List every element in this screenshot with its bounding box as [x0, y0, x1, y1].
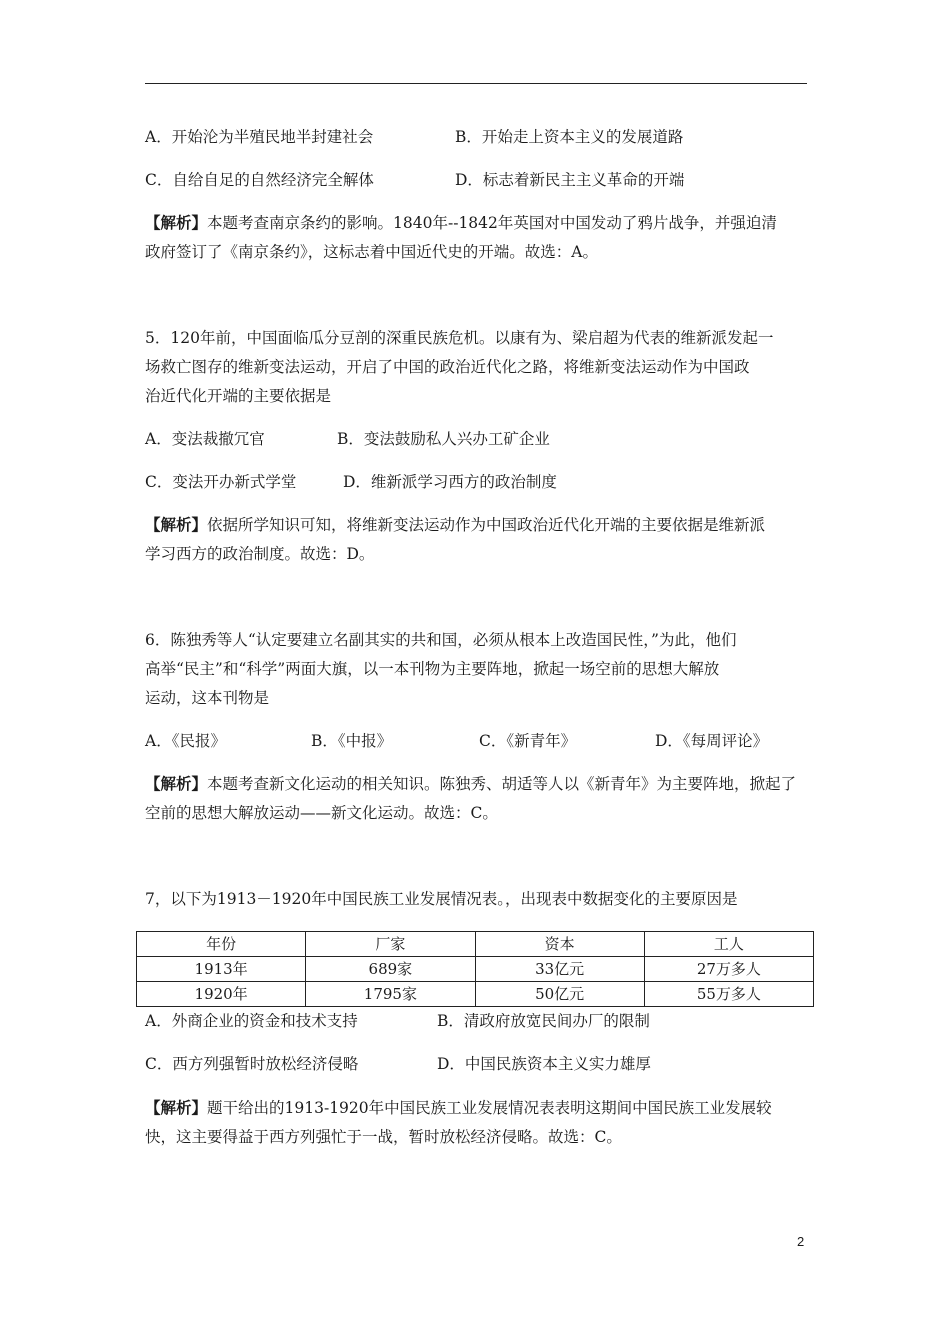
analysis-tag: 【解析】 — [145, 1098, 208, 1117]
table-header: 厂家 — [306, 932, 475, 957]
table-cell: 1913年 — [137, 957, 306, 982]
table-cell: 27万多人 — [644, 957, 813, 982]
q7-option-b: B．清政府放宽民间办厂的限制 — [437, 1012, 650, 1030]
q6-analysis-line2: 空前的思想大解放运动——新文化运动。故选：C。 — [145, 804, 498, 822]
industry-table — [136, 931, 814, 1007]
table-cell: 55万多人 — [644, 982, 813, 1007]
q6-option-b: B．《中报》 — [311, 732, 393, 750]
analysis-tag: 【解析】 — [145, 213, 208, 232]
q7-analysis-line1 — [145, 1098, 772, 1118]
q7-stem: 7，以下为1913－1920年中国民族工业发展情况表。，出现表中数据变化的主要原因是 — [145, 890, 738, 908]
q6-analysis-line1 — [145, 774, 796, 794]
q7-option-d: D．中国民族资本主义实力雄厚 — [437, 1055, 651, 1073]
analysis-tag: 【解析】 — [145, 774, 208, 793]
q4-option-c: C．自给自足的自然经济完全解体 — [145, 171, 374, 189]
table-cell: 1795家 — [306, 982, 475, 1007]
q5-analysis-line1 — [145, 515, 765, 535]
q6-option-c: C．《新青年》 — [479, 732, 577, 750]
q4-option-d: D．标志着新民主主义革命的开端 — [455, 171, 685, 189]
q7-analysis-line2: 快，这主要得益于西方列强忙于一战，暂时放松经济侵略。故选：C。 — [145, 1128, 622, 1146]
header-rule — [145, 83, 807, 84]
analysis-text: 题干给出的1913-1920年中国民族工业发展情况表表明这期间中国民族工业发展较 — [207, 1099, 772, 1117]
q4-option-a: A．开始沦为半殖民地半封建社会 — [145, 128, 374, 146]
table-row — [137, 982, 814, 1007]
q5-stem-line1: 5．120年前，中国面临瓜分豆剖的深重民族危机。以康有为、梁启超为代表的维新派发起一 — [145, 329, 774, 347]
q5-option-c: C．变法开办新式学堂 — [145, 473, 297, 491]
q6-option-a: A．《民报》 — [145, 732, 226, 750]
q7-option-c: C．西方列强暂时放松经济侵略 — [145, 1055, 359, 1073]
q7-option-a: A．外商企业的资金和技术支持 — [145, 1012, 358, 1030]
q4-option-b: B．开始走上资本主义的发展道路 — [455, 128, 684, 146]
q5-stem-line2: 场救亡图存的维新变法运动，开启了中国的政治近代化之路，将维新变法运动作为中国政 — [145, 358, 750, 376]
q5-option-a: A．变法裁撤冗官 — [145, 430, 265, 448]
q4-analysis-line1 — [145, 213, 777, 233]
q6-stem-line2: 高举“民主”和“科学”两面大旗，以一本刊物为主要阵地，掀起一场空前的思想大解放 — [145, 660, 720, 678]
analysis-text: 本题考查新文化运动的相关知识。陈独秀、胡适等人以《新青年》为主要阵地，掀起了 — [207, 775, 797, 793]
q6-stem-line3: 运动，这本刊物是 — [145, 689, 270, 707]
table-header: 资本 — [475, 932, 644, 957]
q6-option-d: D．《每周评论》 — [655, 732, 769, 750]
table-row — [137, 957, 814, 982]
table-cell: 1920年 — [137, 982, 306, 1007]
analysis-tag: 【解析】 — [145, 515, 208, 534]
q5-option-d: D．维新派学习西方的政治制度 — [343, 473, 557, 491]
table-cell: 50亿元 — [475, 982, 644, 1007]
table-header: 工人 — [644, 932, 813, 957]
table-header-row — [137, 932, 814, 957]
table-cell: 689家 — [306, 957, 475, 982]
q5-analysis-line2: 学习西方的政治制度。故选：D。 — [145, 545, 375, 563]
q5-stem-line3: 治近代化开端的主要依据是 — [145, 387, 332, 405]
table-header: 年份 — [137, 932, 306, 957]
table-cell: 33亿元 — [475, 957, 644, 982]
q6-stem-line1: 6．陈独秀等人“认定要建立名副其实的共和国，必须从根本上改造国民性，”为此，他们 — [145, 631, 737, 649]
analysis-text: 依据所学知识可知，将维新变法运动作为中国政治近代化开端的主要依据是维新派 — [207, 516, 766, 534]
q5-option-b: B．变法鼓励私人兴办工矿企业 — [337, 430, 550, 448]
analysis-text: 本题考查南京条约的影响。1840年--1842年英国对中国发动了鸦片战争，并强迫清 — [207, 214, 777, 232]
page-number: 2 — [797, 1234, 805, 1249]
q4-analysis-line2: 政府签订了《南京条约》，这标志着中国近代史的开端。故选：A。 — [145, 243, 598, 261]
